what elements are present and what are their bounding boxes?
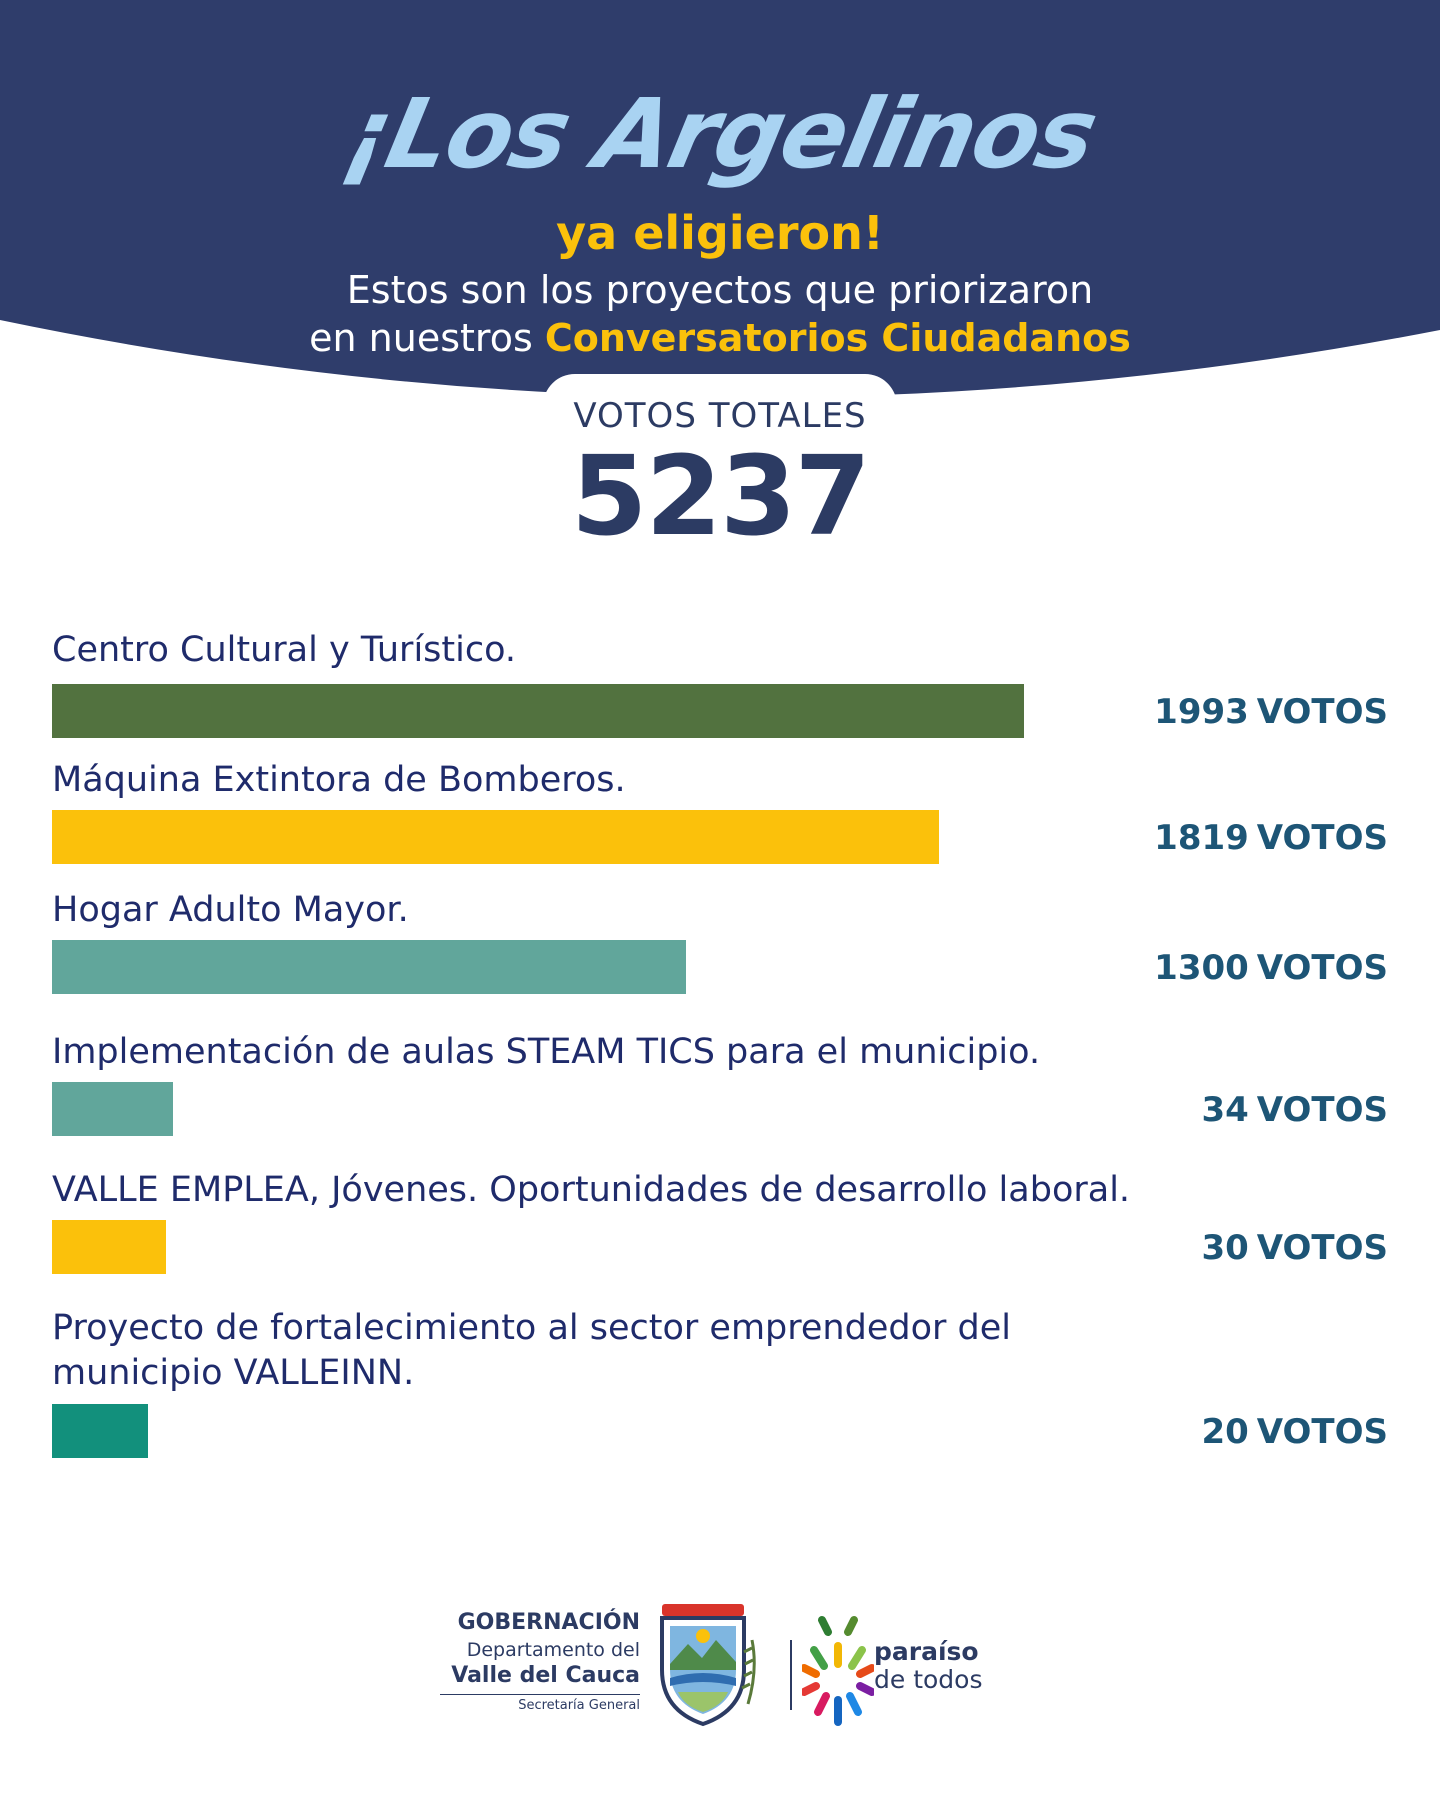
gov-line-2: Departamento del: [466, 1639, 640, 1661]
logo-divider: [790, 1640, 792, 1710]
vote-count-value: 20: [1201, 1412, 1249, 1452]
project-label: VALLE EMPLEA, Jóvenes. Oportunidades de desarrollo laboral.: [52, 1170, 1131, 1210]
vote-bar: [52, 1404, 148, 1458]
footer-logos: [440, 1600, 1040, 1740]
intro-line-2: [0, 314, 1440, 362]
project-label: Centro Cultural y Turístico.: [52, 630, 517, 670]
gov-line-4: Secretaría General: [440, 1694, 640, 1713]
intro-line-1: Estos son los proyectos que priorizaron: [346, 268, 1094, 312]
vote-count: [1088, 1228, 1388, 1268]
vote-bar: [52, 940, 686, 994]
vote-count-value: 30: [1201, 1228, 1249, 1268]
vote-count-unit: VOTOS: [1256, 1412, 1388, 1452]
total-votes-value: 5237: [570, 432, 870, 560]
gobernacion-logo-text: [440, 1610, 640, 1713]
project-label: Máquina Extintora de Bomberos.: [52, 760, 626, 800]
page-title: ¡Los Argelinos: [335, 78, 1105, 190]
brand-line-1: paraíso: [874, 1637, 979, 1666]
brand-line-2: de todos: [874, 1665, 983, 1694]
vote-bar: [52, 684, 1024, 738]
vote-count-value: 1993: [1154, 692, 1249, 732]
project-label: Hogar Adulto Mayor.: [52, 890, 409, 930]
intro-text: [0, 266, 1440, 362]
vote-count-value: 1819: [1154, 818, 1249, 858]
vote-count-unit: VOTOS: [1256, 1228, 1388, 1268]
page-subtitle: ya eligieron!: [556, 206, 884, 260]
vote-bar: [52, 1220, 166, 1274]
vote-count-unit: VOTOS: [1256, 692, 1388, 732]
total-votes-label: VOTOS TOTALES: [573, 396, 867, 436]
valle-del-cauca-crest-icon: [652, 1600, 772, 1730]
project-label: Proyecto de fortalecimiento al sector emprendedor del municipio VALLEINN.: [52, 1308, 1011, 1393]
gov-line-3: Valle del Cauca: [451, 1663, 640, 1688]
paraiso-burst-icon: [802, 1612, 874, 1732]
intro-highlight: Conversatorios Ciudadanos: [544, 316, 1131, 360]
vote-count: [1088, 1090, 1388, 1130]
vote-count: [1088, 818, 1388, 858]
vote-count-unit: VOTOS: [1256, 818, 1388, 858]
vote-count: [1088, 692, 1388, 732]
vote-count-unit: VOTOS: [1256, 1090, 1388, 1130]
paraiso-logo-text: [874, 1638, 982, 1694]
vote-count-value: 34: [1201, 1090, 1249, 1130]
vote-count-unit: VOTOS: [1256, 948, 1388, 988]
vote-bar: [52, 1082, 173, 1136]
intro-line-2-prefix: en nuestros: [309, 316, 533, 360]
vote-count: [1088, 1412, 1388, 1452]
vote-bar: [52, 810, 939, 864]
project-label: Implementación de aulas STEAM TICS para el municipio.: [52, 1032, 1041, 1072]
vote-count: [1088, 948, 1388, 988]
gov-line-1: GOBERNACIÓN: [457, 1610, 640, 1635]
vote-count-value: 1300: [1154, 948, 1249, 988]
